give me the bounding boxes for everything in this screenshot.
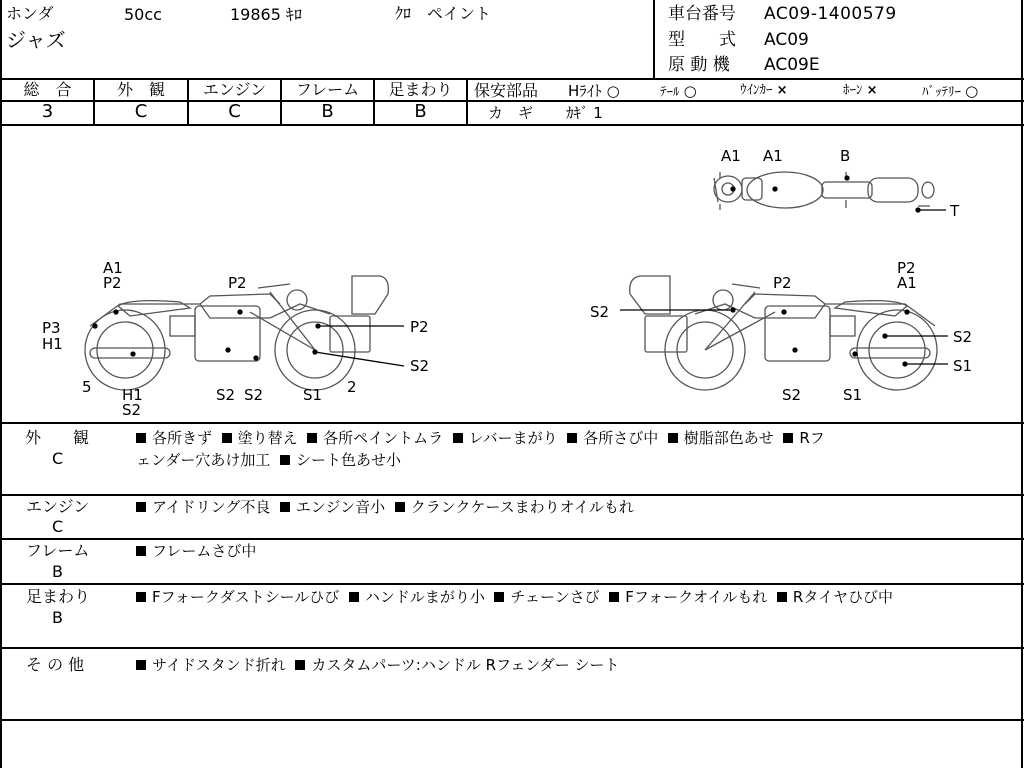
remarks-items-other: サイドスタンド折れ カスタムパーツ:ハンドル Rフェンダー シート — [136, 655, 619, 675]
safety-horn: ﾎｰﾝ × — [843, 83, 878, 98]
type-label: 型 式 — [668, 30, 736, 50]
safety-label: 保安部品 — [474, 81, 539, 100]
grade-label-frame: フレーム — [295, 80, 360, 99]
key-value: ｶｷﾞ 1 — [566, 104, 603, 122]
grade-label-exterior: 外 観 — [116, 80, 165, 99]
remarks-divider-1 — [0, 494, 1024, 496]
left-label-s2-engine: S2 — [216, 386, 236, 404]
left-label-2: 2 — [347, 378, 357, 396]
top-label-4: T — [950, 202, 960, 220]
left-label-5: 5 — [82, 378, 92, 396]
grade-value-frame: B — [321, 101, 334, 122]
mileage: 19865 ｷﾛ — [230, 5, 302, 24]
frame-no-label: 車台番号 — [668, 4, 736, 24]
header-vertical-divider — [653, 0, 655, 79]
body-color: ｸﾛ ペイント — [395, 4, 492, 23]
grade-value-engine: C — [228, 101, 241, 122]
left-label-a1: A1 — [103, 259, 123, 277]
right-label-s1-exhaust: S1 — [843, 386, 863, 404]
left-label-h1: H1 — [42, 335, 63, 353]
left-label-s2-exhaust: S2 — [244, 386, 264, 404]
remarks-divider-4 — [0, 647, 1024, 649]
engine-label: 原 動 機 — [668, 55, 730, 75]
bike-right-side — [630, 276, 937, 390]
remarks-title-suspension: 足まわり — [26, 587, 91, 606]
key-label: カ ギ — [488, 104, 534, 122]
remarks-divider-2 — [0, 538, 1024, 540]
remarks-grade-exterior: C — [52, 449, 64, 468]
bike-diagram — [0, 126, 1024, 422]
remarks-items-frame: フレームさび中 — [136, 541, 256, 561]
bike-left-side — [85, 276, 388, 390]
remarks-items-engine: アイドリング不良 エンジン音小 クランクケースまわりオイルもれ — [136, 497, 634, 517]
right-label-s1-front: S1 — [953, 357, 973, 375]
grade-label-engine: エンジン — [202, 80, 267, 99]
grade-value-exterior: C — [134, 101, 148, 122]
grade-value-overall: 3 — [41, 101, 54, 122]
frame-no: AC09-1400579 — [764, 4, 897, 24]
left-label-s2-rear: S2 — [410, 357, 430, 375]
safety-tail: ﾃｰﾙ ○ — [660, 82, 697, 100]
displacement: 50cc — [124, 5, 162, 24]
right-label-s2-rear: S2 — [590, 303, 610, 321]
grade-value-suspension: B — [414, 101, 427, 122]
remarks-grade-frame: B — [52, 562, 63, 581]
remarks-line2-exterior: ェンダー穴あけ加工 シート色あせ小 — [136, 451, 401, 469]
safety-winker: ｳｲﾝｶｰ × — [740, 83, 788, 98]
left-label-p3: P3 — [42, 319, 61, 337]
remarks-grade-engine: C — [52, 517, 64, 536]
top-label-2: A1 — [763, 147, 783, 165]
maker-name: ホンダ — [6, 4, 54, 23]
left-label-p2-tank: P2 — [228, 274, 247, 292]
right-label-p2-front: P2 — [897, 259, 916, 277]
right-label-p2-tank: P2 — [773, 274, 792, 292]
safety-battery: ﾊﾞｯﾃﾘｰ ○ — [922, 82, 979, 100]
left-label-p2-rear: P2 — [410, 318, 429, 336]
remarks-grade-suspension: B — [52, 608, 63, 627]
left-label-p2-front: P2 — [103, 274, 122, 292]
grade-label-suspension: 足まわり — [388, 80, 453, 99]
right-label-a1: A1 — [897, 274, 917, 292]
top-label-3: B — [840, 147, 851, 165]
bike-top-view — [714, 172, 934, 210]
remarks-items-suspension: Fフォークダストシールひび ハンドルまがり小 チェーンさび Fフォークオイルもれ Rタイヤひび中 — [136, 587, 893, 607]
top-label-1: A1 — [721, 147, 741, 165]
engine-value: AC09E — [764, 55, 820, 75]
marker-dots — [93, 176, 948, 366]
left-label-s2-lower: S2 — [122, 401, 142, 419]
grade-divider-5 — [466, 78, 468, 125]
safety-headlight: Hﾗｲﾄ ○ — [568, 82, 620, 100]
remarks-title-frame: フレーム — [26, 541, 90, 560]
left-label-h1-lower: H1 — [122, 386, 143, 404]
remarks-divider-3 — [0, 583, 1024, 585]
right-label-s2-front: S2 — [953, 328, 973, 346]
diagram-bottom-border — [0, 422, 1024, 424]
remarks-divider-5 — [0, 719, 1024, 721]
remarks-line1-exterior: 各所きず 塗り替え 各所ペイントムラ レバーまがり 各所さび中 樹脂部色あせ Rフ — [136, 428, 825, 448]
model-name: ジャズ — [6, 28, 66, 52]
grade-label-overall: 総 合 — [23, 80, 72, 99]
remarks-title-other: そ の 他 — [26, 655, 85, 674]
type-value: AC09 — [764, 30, 809, 50]
remarks-title-engine: エンジン — [26, 497, 90, 516]
remarks-title-exterior: 外 観 — [25, 428, 90, 447]
left-label-s1: S1 — [303, 386, 323, 404]
right-label-s2-engine: S2 — [782, 386, 802, 404]
